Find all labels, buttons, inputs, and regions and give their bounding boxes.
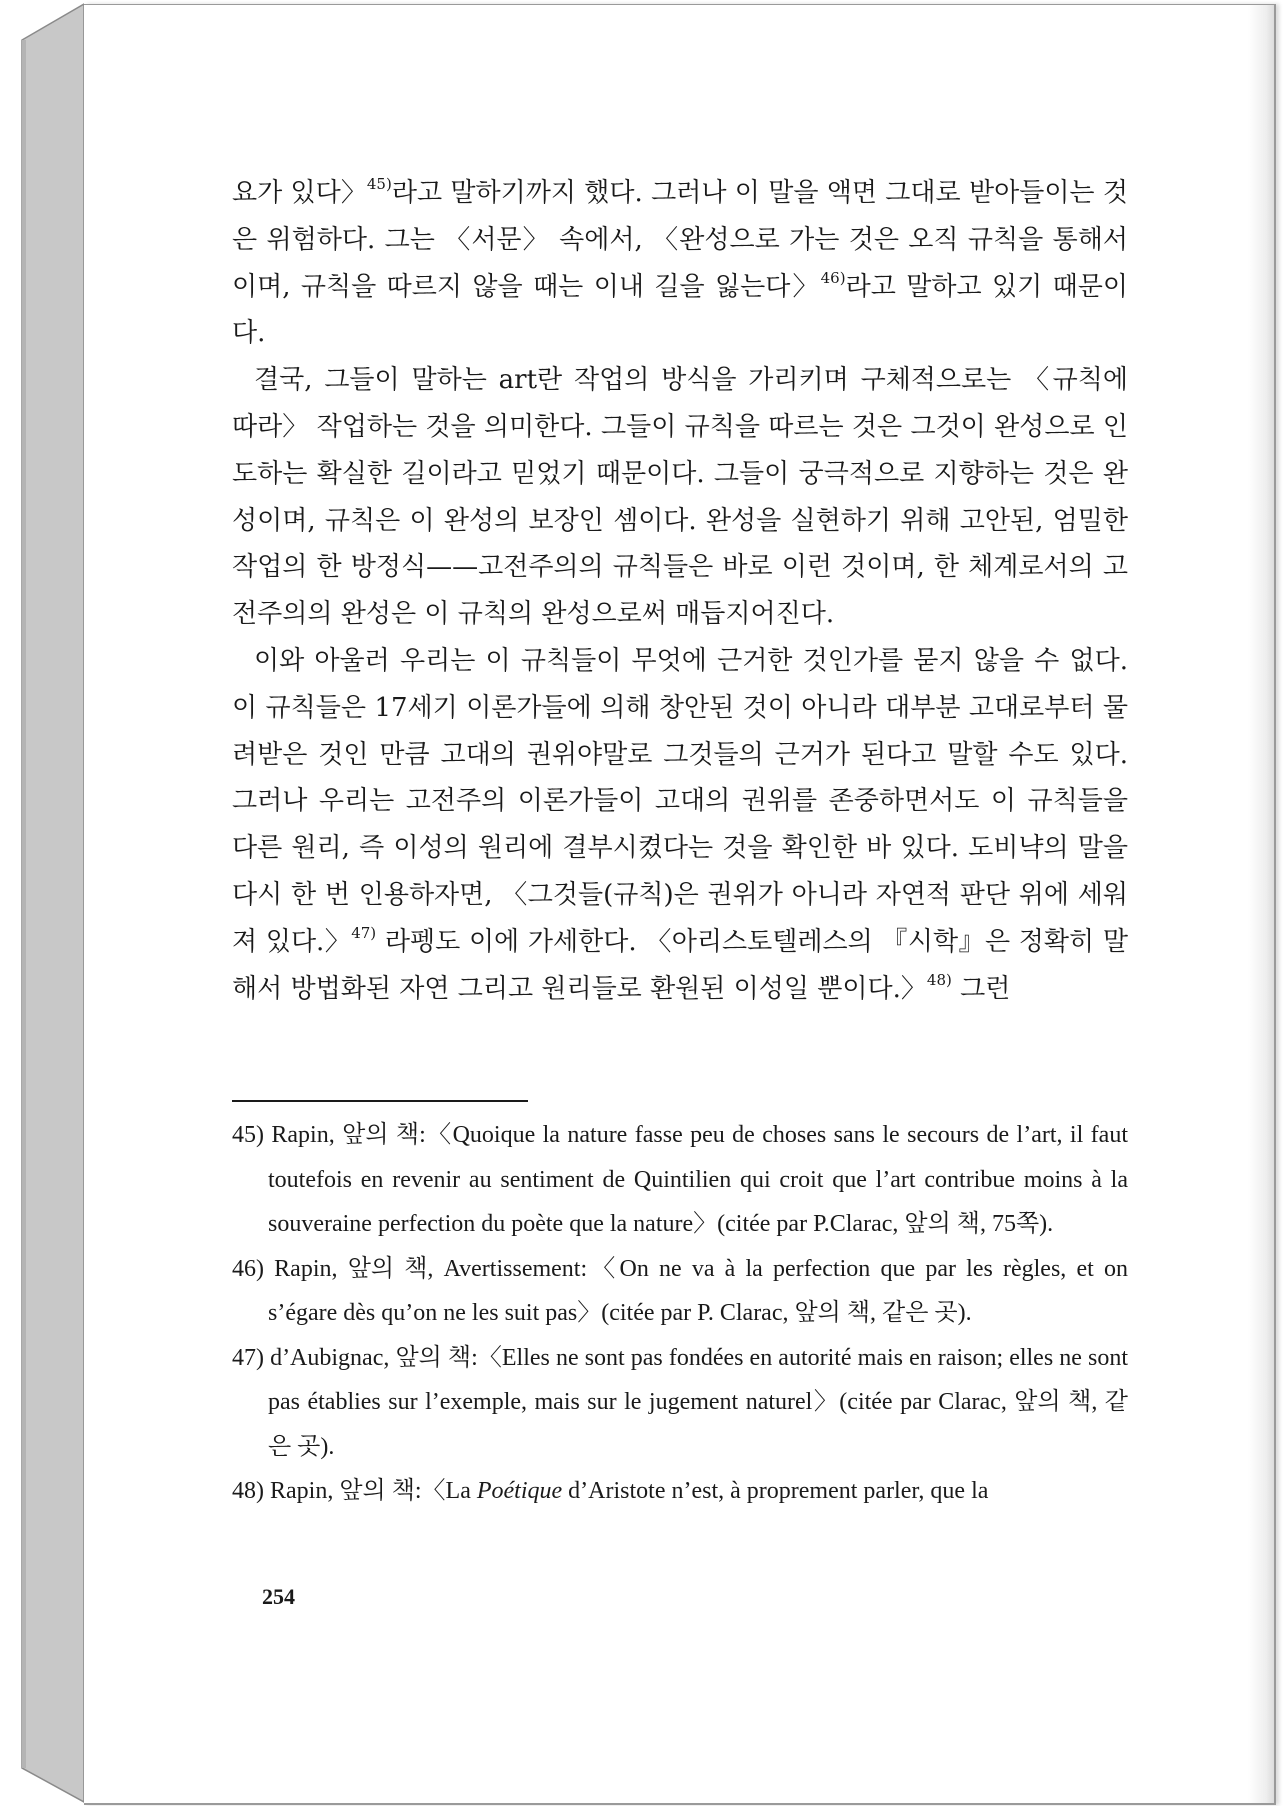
paragraph-3: 이와 아울러 우리는 이 규칙들이 무엇에 근거한 것인가를 묻지 않을 수 없다. 이 규칙들은 17세기 이론가들에 의해 창안된 것이 아니라 대부분 고대로부터 물려받은 것인 만큼 고대의 권위야말로 그것들의 근거가 된다고 말할 수도 있다. 그러나 우리는 고전주의 이론가들이 고대의 권위를 존중하면서도 이 규칙들을 다른 원리, 즉 이성의 원리에 결부시켰다는 것을 확인한 바 있다. 도비냑의 말을 다시 한 번 인용하자면, 〈그것들(규칙)은 권위가 아니라 자연적 판단 위에 세워져 있다.〉$^{47)}$ 라펭도 이에 가세한다. 〈아리스토텔레스의 『시학』은 정확히 말해서 방법화된 자연 그리고 원리들로 환원된 이성일 뿐이다.〉$^{48)}$ 그런 [232, 645, 1128, 1004]
body-text [232, 170, 1128, 1012]
paragraph-2: 결국, 그들이 말하는 art란 작업의 방식을 가리키며 구체적으로는 〈규칙에 따라〉 작업하는 것을 의미한다. 그들이 규칙을 따르는 것은 그것이 완성으로 인도하는 확실한 길이라고 믿었기 때문이다. 그들이 궁극적으로 지향하는 것은 완성이며, 규칙은 이 완성의 보장인 셈이다. 완성을 실현하기 위해 고안된, 엄밀한 작업의 한 방정식——고전주의의 규칙들은 바로 이런 것이며, 한 체계로서의 고전주의의 완성은 이 규칙의 완성으로써 매듭지어진다. [232, 365, 1128, 630]
footnote-ref-48: 48) [926, 970, 952, 989]
footnote-48: 48) Rapin, 앞의 책:〈La Poétique d’Aristote n’est, à proprement parler, que la [232, 1478, 989, 1504]
footnote-47: 47) d’Aubignac, 앞의 책:〈Elles ne sont pas fondées en autorité mais en raison; elles ne sont pas établies sur l’exemple, mais sur le jugement naturel〉(citée par Clarac, 앞의 책, 같은 곳). [232, 1344, 1128, 1460]
footnote-46: 46) Rapin, 앞의 책, Avertissement:〈On ne va à la perfection que par les règles, et on s’égare dès qu’on ne les suit pas〉(citée par P. Clarac, 앞의 책, 같은 곳). [232, 1255, 1128, 1326]
footnote-45: 45) Rapin, 앞의 책:〈Quoique la nature fasse peu de choses sans le secours de l’art, il faut toutefois en revenir au sentiment de Quintilien qui croit que l’art contribue moins à la souveraine perfection du poète que la nature〉(citée par P.Clarac, 앞의 책, 75쪽). [232, 1122, 1128, 1237]
footnote-separator [232, 1100, 528, 1102]
footnote-ref-47: 47) [351, 924, 377, 943]
footnotes [232, 1113, 1128, 1514]
poetique-title: Poétique [476, 1478, 563, 1504]
page-edge-shading [1248, 5, 1274, 1803]
footnote-ref-45: 45) [366, 175, 392, 194]
footnote-ref-46: 46) [820, 268, 846, 287]
paragraph-1: 요가 있다〉$^{45)}$라고 말하기까지 했다. 그러나 이 말을 액면 그대로 받아들이는 것은 위험하다. 그는 〈서문〉 속에서, 〈완성으로 가는 것은 오직 규칙을 통해서이며, 규칙을 따르지 않을 때는 이내 길을 잃는다〉$^{46)}$라고 말하고 있기 때문이다. [232, 175, 1128, 349]
book-spine [0, 0, 84, 1806]
page-number: 254 [262, 1584, 295, 1609]
